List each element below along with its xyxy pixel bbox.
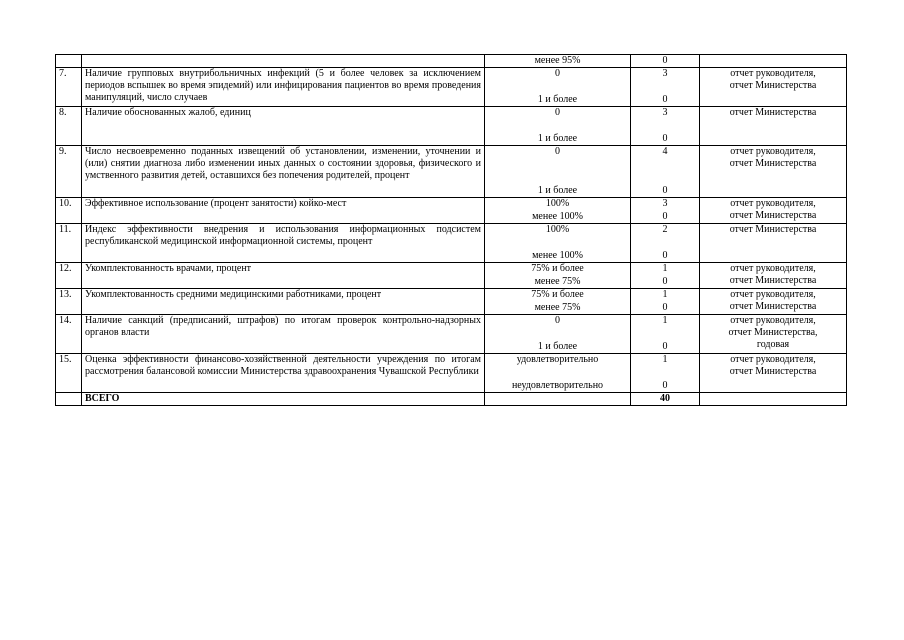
criterion-scores xyxy=(631,146,700,198)
scores-line: 3 xyxy=(662,68,668,79)
scores-line: 1 xyxy=(662,354,668,365)
criterion-scores xyxy=(631,263,700,289)
scores-line: 0 xyxy=(662,211,668,222)
row-number: 10. xyxy=(56,198,82,224)
table-row xyxy=(56,107,847,146)
criterion-values xyxy=(485,224,631,263)
criterion-scores xyxy=(631,107,700,146)
source-line: отчет Министерства xyxy=(729,224,817,235)
criterion-name: Индекс эффективности внедрения и использования информационных подсистем республиканской медицинской информационной системы, процент xyxy=(82,224,485,263)
total-row xyxy=(56,393,847,406)
criterion-name: Укомплектованность средними медицинскими работниками, процент xyxy=(82,289,485,315)
values-line: 100% xyxy=(545,198,570,209)
values-line: 75% и более xyxy=(531,289,584,300)
source-line: отчет Министерства xyxy=(729,158,817,169)
criteria-table-body xyxy=(56,55,847,406)
table-row xyxy=(56,354,847,393)
criteria-table xyxy=(55,54,847,406)
values-line: 1 и более xyxy=(537,341,578,352)
table-row xyxy=(56,146,847,198)
source-line: отчет Министерства xyxy=(729,210,817,221)
scores-line: 0 xyxy=(662,94,668,105)
values-line: 1 и более xyxy=(537,133,578,144)
source-line: отчет руководителя, xyxy=(730,146,816,157)
values-line: менее 100% xyxy=(532,211,583,222)
criterion-sources xyxy=(700,55,847,68)
criterion-sources xyxy=(700,289,847,315)
table-row xyxy=(56,224,847,263)
values-line: менее 100% xyxy=(532,250,583,261)
source-line: отчет Министерства xyxy=(729,301,817,312)
criterion-sources xyxy=(700,107,847,146)
total-values xyxy=(485,393,631,406)
scores-line: 0 xyxy=(662,250,668,261)
values-line: 0 xyxy=(555,68,560,79)
values-line: 0 xyxy=(555,315,560,326)
criterion-sources xyxy=(700,68,847,107)
scores-line: 1 xyxy=(662,263,668,274)
values-line: удовлетворительно xyxy=(516,354,599,365)
row-number: 14. xyxy=(56,315,82,354)
total-number xyxy=(56,393,82,406)
total-label: ВСЕГО xyxy=(82,393,485,406)
values-line: 1 и более xyxy=(537,94,578,105)
criterion-scores xyxy=(631,289,700,315)
row-number: 8. xyxy=(56,107,82,146)
values-line: 1 и более xyxy=(537,185,578,196)
criterion-sources xyxy=(700,198,847,224)
table-row xyxy=(56,55,847,68)
scores-line: 0 xyxy=(662,133,668,144)
criterion-name: Укомплектованность врачами, процент xyxy=(82,263,485,289)
criterion-name: Эффективное использование (процент занятости) койко-мест xyxy=(82,198,485,224)
criterion-name: Наличие обоснованных жалоб, единиц xyxy=(82,107,485,146)
scores-line: 1 xyxy=(662,289,668,300)
criterion-values xyxy=(485,263,631,289)
scores-line: 0 xyxy=(662,55,668,66)
source-line: отчет Министерства xyxy=(729,107,817,118)
criterion-values xyxy=(485,315,631,354)
criterion-name: Оценка эффективности финансово-хозяйственной деятельности учреждения по итогам рассмотрения балансовой комиссии Министерства здравоохранения Чувашской Республики xyxy=(82,354,485,393)
row-number: 13. xyxy=(56,289,82,315)
total-score: 40 xyxy=(631,393,700,406)
criterion-values xyxy=(485,68,631,107)
source-line: годовая xyxy=(756,339,790,350)
criterion-scores xyxy=(631,224,700,263)
criterion-scores xyxy=(631,198,700,224)
source-line: отчет руководителя, xyxy=(730,289,816,300)
table-row xyxy=(56,263,847,289)
criterion-values xyxy=(485,198,631,224)
source-line: отчет руководителя, xyxy=(730,354,816,365)
criterion-scores xyxy=(631,55,700,68)
source-line: отчет руководителя, xyxy=(730,315,816,326)
criterion-name: Число несвоевременно поданных извещений об установлении, изменении, уточнении и (или) снятии диагноза либо изменении иных данных о состоянии здоровья, физического и умственного развития детей, оставшихся без попечения родителей, процент xyxy=(82,146,485,198)
row-number: 9. xyxy=(56,146,82,198)
row-number: 7. xyxy=(56,68,82,107)
scores-line: 2 xyxy=(662,224,668,235)
scores-line: 0 xyxy=(662,276,668,287)
values-line: 0 xyxy=(555,146,560,157)
values-line: 75% и более xyxy=(531,263,584,274)
source-line: отчет Министерства xyxy=(729,366,817,377)
table-row xyxy=(56,198,847,224)
criterion-scores xyxy=(631,315,700,354)
criterion-values xyxy=(485,55,631,68)
source-line: отчет Министерства xyxy=(729,275,817,286)
criterion-scores xyxy=(631,68,700,107)
values-line: 0 xyxy=(555,107,560,118)
scores-line: 1 xyxy=(662,315,668,326)
table-row xyxy=(56,315,847,354)
scores-line: 3 xyxy=(662,107,668,118)
values-line: менее 95% xyxy=(534,55,581,66)
criterion-name: Наличие групповых внутрибольничных инфекций (5 и более человек за исключением периодов вспышек во время эпидемий) или инфицирования пациентов во время проведения манипуляций, число случаев xyxy=(82,68,485,107)
values-line: 100% xyxy=(545,224,570,235)
table-row xyxy=(56,289,847,315)
scores-line: 0 xyxy=(662,341,668,352)
scores-line: 3 xyxy=(662,198,668,209)
criterion-sources xyxy=(700,146,847,198)
source-line: отчет Министерства, xyxy=(728,327,818,338)
scores-line: 4 xyxy=(662,146,668,157)
source-line: отчет Министерства xyxy=(729,80,817,91)
criterion-values xyxy=(485,289,631,315)
criterion-sources xyxy=(700,315,847,354)
row-number: 12. xyxy=(56,263,82,289)
scores-line: 0 xyxy=(662,185,668,196)
criterion-sources xyxy=(700,263,847,289)
row-number xyxy=(56,55,82,68)
values-line: менее 75% xyxy=(534,302,581,313)
table-row xyxy=(56,68,847,107)
source-line: отчет руководителя, xyxy=(730,263,816,274)
criteria-table-page xyxy=(55,54,846,406)
criterion-values xyxy=(485,107,631,146)
scores-line: 0 xyxy=(662,302,668,313)
criterion-sources xyxy=(700,354,847,393)
values-line: менее 75% xyxy=(534,276,581,287)
row-number: 11. xyxy=(56,224,82,263)
values-line: неудовлетворительно xyxy=(511,380,604,391)
row-number: 15. xyxy=(56,354,82,393)
criterion-values xyxy=(485,354,631,393)
total-source xyxy=(700,393,847,406)
criterion-name xyxy=(82,55,485,68)
criterion-values xyxy=(485,146,631,198)
scores-line: 0 xyxy=(662,380,668,391)
criterion-name: Наличие санкций (предписаний, штрафов) по итогам проверок контрольно-надзорных органов власти xyxy=(82,315,485,354)
criterion-scores xyxy=(631,354,700,393)
criterion-sources xyxy=(700,224,847,263)
source-line: отчет руководителя, xyxy=(730,198,816,209)
source-line: отчет руководителя, xyxy=(730,68,816,79)
